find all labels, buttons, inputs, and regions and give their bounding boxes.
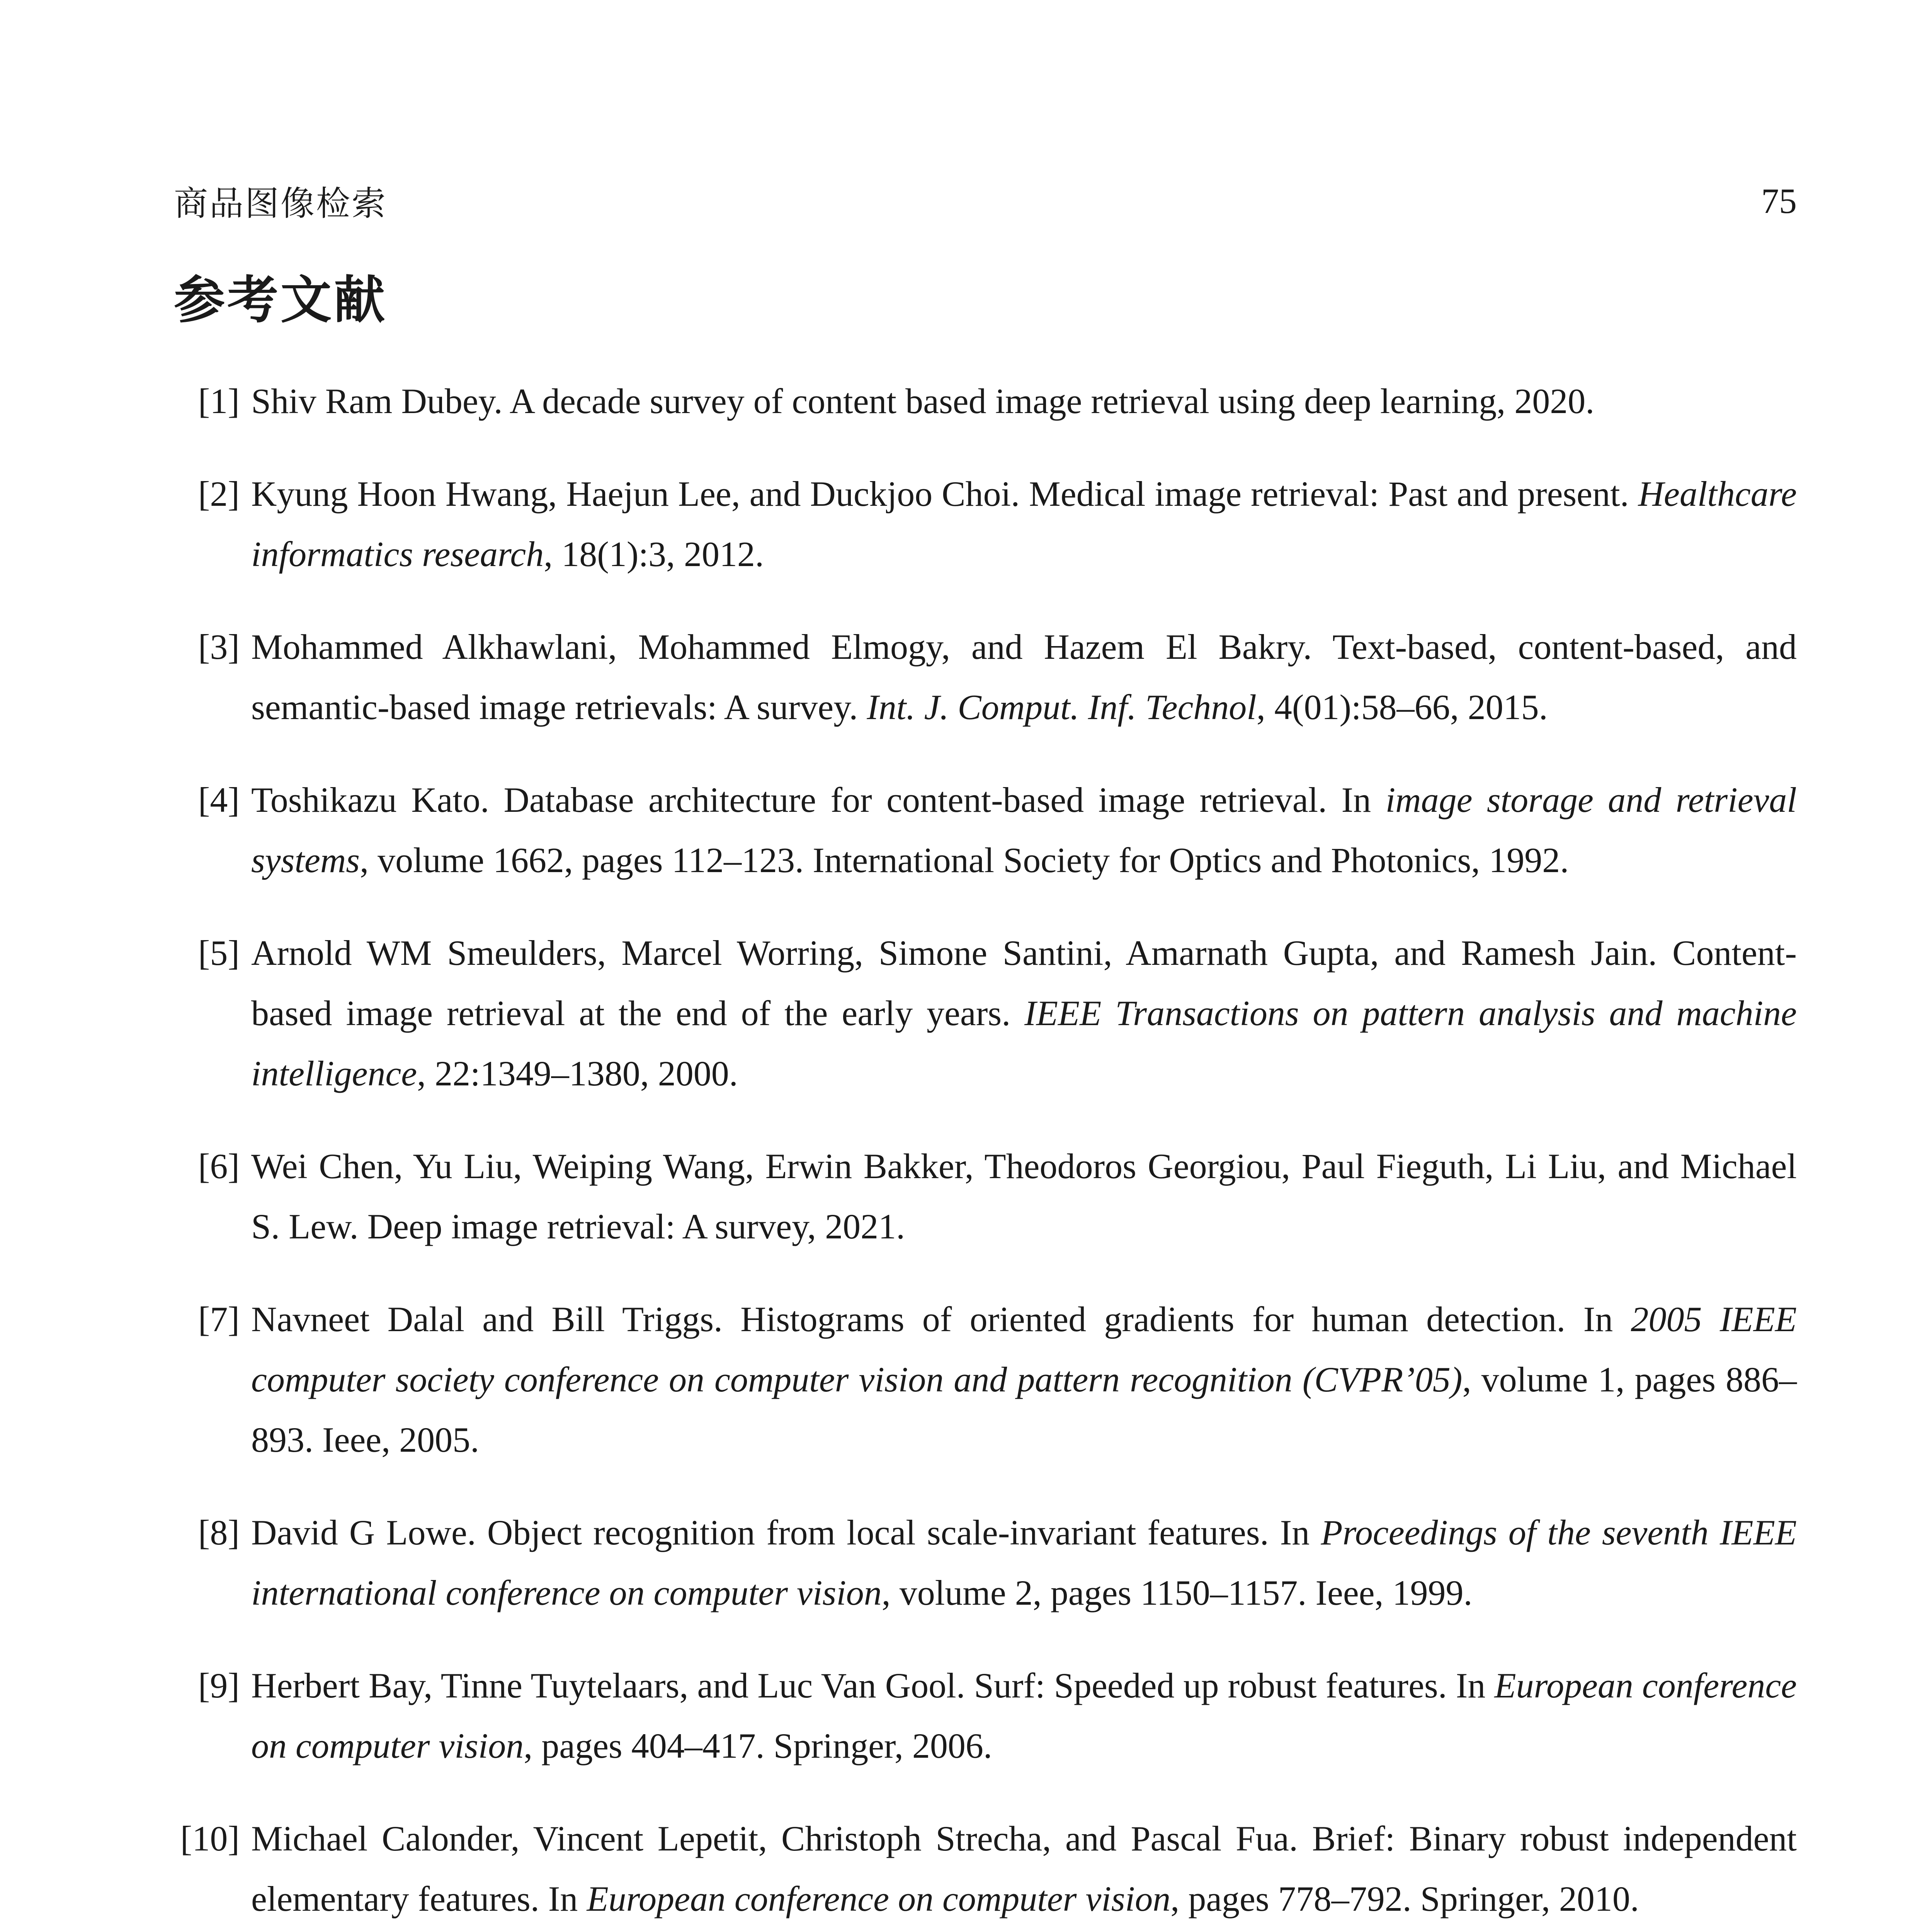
reference-item <box>174 371 1797 431</box>
reference-venue: Int. J. Comput. Inf. Technol <box>867 687 1257 727</box>
reference-item <box>174 1655 1797 1776</box>
reference-segment: , volume 1, pages 886–893. Ieee, 2005. <box>251 1360 1797 1459</box>
reference-venue: Proceedings of the seventh IEEE international conference on computer vision <box>251 1513 1797 1612</box>
reference-label: [10] <box>180 1819 240 1858</box>
reference-label: [7] <box>198 1299 240 1339</box>
reference-segment: , volume 2, pages 1150–1157. Ieee, 1999. <box>881 1573 1473 1612</box>
reference-item <box>174 464 1797 584</box>
reference-venue: image storage and retrieval systems <box>251 780 1797 880</box>
reference-item <box>174 617 1797 737</box>
reference-text <box>251 381 1594 421</box>
reference-item <box>174 1289 1797 1470</box>
reference-venue: European conference on computer vision <box>251 1666 1797 1765</box>
reference-segment: , pages 404–417. Springer, 2006. <box>524 1726 992 1765</box>
running-header <box>174 170 1797 232</box>
reference-venue: European conference on computer vision <box>587 1879 1171 1918</box>
reference-text <box>251 627 1797 727</box>
reference-segment: Wei Chen, Yu Liu, Weiping Wang, Erwin Bakker, Theodoros Georgiou, Paul Fieguth, Li Liu, and Michael S. Lew. Deep image retrieval: A survey, 2021. <box>251 1146 1797 1246</box>
section-title: 参考文献 <box>174 270 387 330</box>
reference-segment: Shiv Ram Dubey. A decade survey of content based image retrieval using deep learning, 2020. <box>251 381 1595 421</box>
reference-text <box>251 1666 1797 1765</box>
reference-segment: Mohammed Alkhawlani, Mohammed Elmogy, and Hazem El Bakry. Text-based, content-based, and semantic-based image retrievals: A survey. <box>251 627 1797 727</box>
reference-segment: Michael Calonder, Vincent Lepetit, Christoph Strecha, and Pascal Fua. Brief: Binary robust independent elementary features. In <box>251 1819 1797 1918</box>
reference-segment: Herbert Bay, Tinne Tuytelaars, and Luc Van Gool. Surf: Speeded up robust features. In <box>251 1666 1495 1705</box>
reference-text <box>251 474 1797 574</box>
reference-text <box>251 1819 1797 1918</box>
reference-text <box>251 780 1797 880</box>
reference-venue: IEEE Transactions on pattern analysis and machine intelligence <box>251 993 1797 1093</box>
reference-text <box>251 1146 1797 1246</box>
reference-segment: Kyung Hoon Hwang, Haejun Lee, and Duckjoo Choi. Medical image retrieval: Past and present. <box>251 474 1638 514</box>
reference-segment: , volume 1662, pages 112–123. International Society for Optics and Photonics, 1992. <box>360 840 1569 880</box>
reference-label: [8] <box>198 1513 240 1552</box>
reference-venue: Healthcare informatics research <box>251 474 1797 574</box>
reference-segment: , 22:1349–1380, 2000. <box>417 1054 738 1093</box>
reference-item <box>174 770 1797 890</box>
reference-segment: , 18(1):3, 2012. <box>544 534 764 574</box>
reference-segment: Navneet Dalal and Bill Triggs. Histograms of oriented gradients for human detection. In <box>251 1299 1631 1339</box>
reference-label: [6] <box>198 1146 240 1186</box>
reference-segment: Toshikazu Kato. Database architecture for content-based image retrieval. In <box>251 780 1386 820</box>
reference-item <box>174 923 1797 1104</box>
reference-label: [1] <box>198 381 240 421</box>
reference-text <box>251 933 1797 1093</box>
reference-list <box>174 371 1797 1932</box>
reference-label: [3] <box>198 627 240 667</box>
reference-text <box>251 1299 1797 1459</box>
reference-segment: , pages 778–792. Springer, 2010. <box>1170 1879 1639 1918</box>
reference-item <box>174 1808 1797 1929</box>
reference-label: [5] <box>198 933 240 973</box>
reference-venue: 2005 IEEE computer society conference on computer vision and pattern recognition (CVPR’05) <box>251 1299 1797 1399</box>
running-header-title: 商品图像检索 <box>174 184 388 223</box>
reference-segment: David G Lowe. Object recognition from local scale-invariant features. In <box>251 1513 1321 1552</box>
reference-text <box>251 1513 1797 1612</box>
reference-label: [4] <box>198 780 240 820</box>
reference-item <box>174 1136 1797 1257</box>
page-number: 75 <box>1761 181 1797 221</box>
reference-label: [9] <box>198 1666 240 1705</box>
reference-item <box>174 1502 1797 1623</box>
reference-segment: , 4(01):58–66, 2015. <box>1256 687 1548 727</box>
reference-label: [2] <box>198 474 240 514</box>
reference-segment: Arnold WM Smeulders, Marcel Worring, Simone Santini, Amarnath Gupta, and Ramesh Jain. Content-based image retrieval at the end of the early years. <box>251 933 1797 1033</box>
